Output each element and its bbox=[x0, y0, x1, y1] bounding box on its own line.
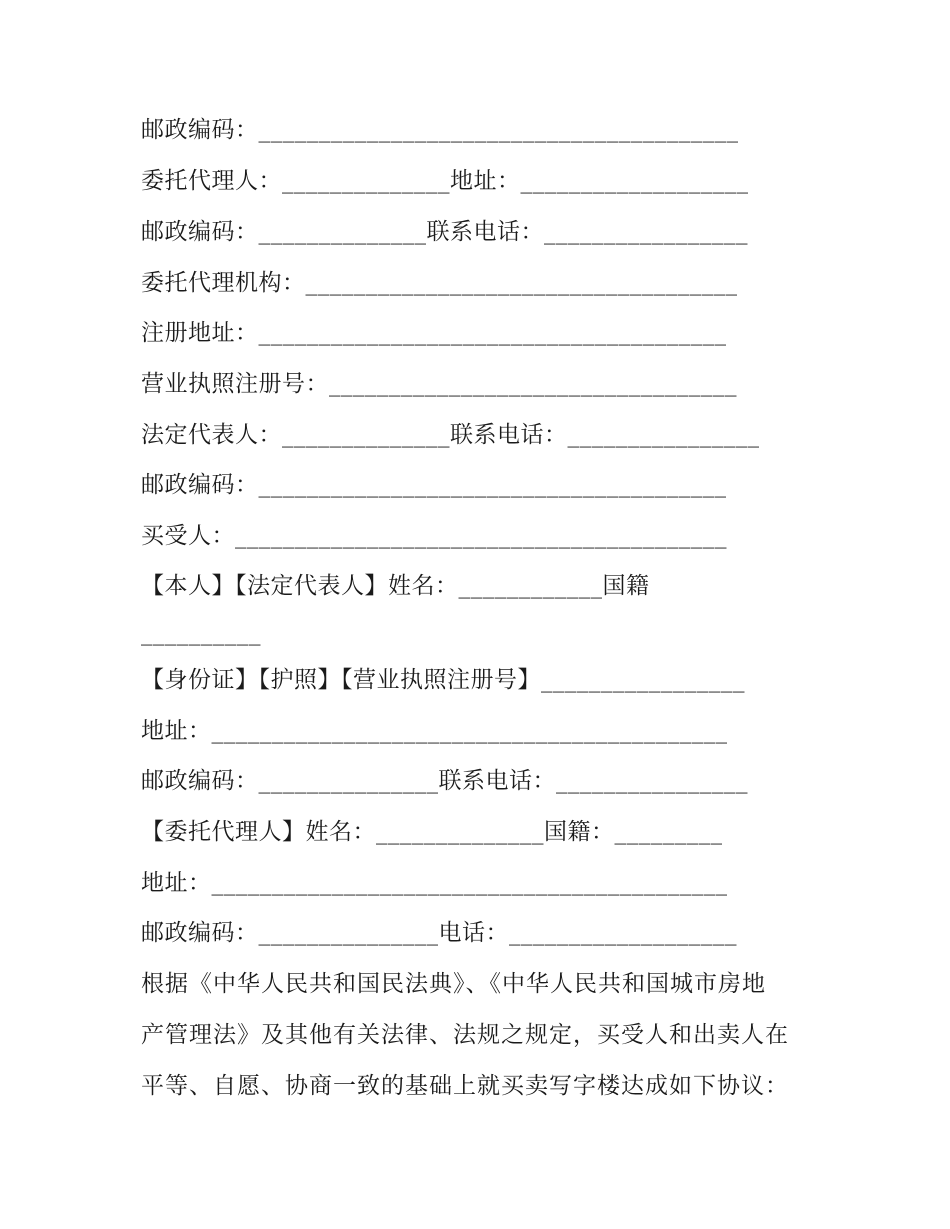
agent-address-line bbox=[141, 868, 728, 898]
agreement-paragraph-line-3: 平等、自愿、协商一致的基础上就买卖写字楼达成如下协议： bbox=[141, 1073, 789, 1099]
buyer-label: 买受人： bbox=[141, 523, 235, 549]
nationality-continuation-blank: __________ bbox=[141, 620, 261, 646]
postal-code-blank: _______________ bbox=[258, 920, 439, 946]
phone-blank: ________________ bbox=[556, 768, 748, 794]
legal-rep-label: 法定代表人： bbox=[141, 422, 282, 448]
address-label: 地址： bbox=[141, 870, 212, 896]
registered-address-line bbox=[141, 318, 727, 348]
postal-code-line-2 bbox=[141, 470, 727, 500]
postal-code-blank: ______________ bbox=[258, 219, 427, 245]
registered-address-label: 注册地址： bbox=[141, 320, 259, 346]
postal-code-line-1 bbox=[141, 115, 739, 145]
agreement-paragraph-line-2: 产管理法》及其他有关法律、法规之规定，买受人和出卖人在 bbox=[141, 1022, 789, 1048]
postal-code-label: 邮政编码： bbox=[141, 219, 259, 245]
address-blank: ___________________________________________ bbox=[211, 718, 728, 744]
buyer-agent-line bbox=[141, 817, 723, 847]
nationality-label: 国籍 bbox=[602, 573, 650, 599]
postal-code-label: 邮政编码： bbox=[141, 920, 259, 946]
nationality-continuation-line bbox=[141, 618, 261, 648]
agency-line bbox=[141, 268, 738, 298]
agency-blank: ____________________________________ bbox=[305, 270, 738, 296]
business-license-label: 营业执照注册号： bbox=[141, 371, 329, 397]
phone-label: 联系电话： bbox=[426, 219, 544, 245]
phone-blank: ________________ bbox=[567, 422, 760, 448]
agent-label: 委托代理人： bbox=[141, 168, 282, 194]
nationality-blank: _________ bbox=[614, 819, 723, 845]
business-license-line bbox=[141, 369, 737, 399]
phone-label: 电话： bbox=[438, 920, 509, 946]
postal-code-blank: _______________ bbox=[258, 768, 439, 794]
postal-code-label: 邮政编码： bbox=[141, 472, 259, 498]
legal-rep-blank: ______________ bbox=[282, 422, 450, 448]
business-license-blank: __________________________________ bbox=[329, 371, 737, 397]
agent-line-1 bbox=[141, 166, 749, 196]
address-label: 地址： bbox=[141, 718, 212, 744]
agency-label: 委托代理机构： bbox=[141, 270, 306, 296]
phone-label: 联系电话： bbox=[450, 422, 568, 448]
agent-blank: ______________ bbox=[282, 168, 450, 194]
address-blank: ___________________________________________ bbox=[211, 870, 728, 896]
address-blank: ___________________ bbox=[520, 168, 749, 194]
phone-blank: ___________________ bbox=[509, 920, 737, 946]
buyer-blank: _________________________________________ bbox=[235, 523, 727, 549]
postal-code-blank: _______________________________________ bbox=[258, 472, 727, 498]
postal-phone-line-1 bbox=[141, 217, 748, 247]
agreement-paragraph-line-1: 根据《中华人民共和国民法典》、《中华人民共和国城市房地 bbox=[141, 971, 766, 997]
phone-blank: _________________ bbox=[544, 219, 748, 245]
buyer-agent-blank: ______________ bbox=[376, 819, 544, 845]
postal-code-label: 邮政编码： bbox=[141, 768, 259, 794]
id-document-blank: _________________ bbox=[541, 667, 745, 693]
buyer-address-line bbox=[141, 716, 728, 746]
buyer-name-line bbox=[141, 571, 650, 601]
legal-rep-line bbox=[141, 420, 760, 450]
id-document-line bbox=[141, 665, 745, 695]
registered-address-blank: _______________________________________ bbox=[258, 320, 727, 346]
phone-label: 联系电话： bbox=[438, 768, 556, 794]
nationality-label: 国籍： bbox=[544, 819, 615, 845]
id-document-label: 【身份证】【护照】【营业执照注册号】 bbox=[141, 667, 541, 693]
postal-code-label: 邮政编码： bbox=[141, 117, 259, 143]
buyer-line bbox=[141, 521, 727, 551]
postal-phone-line-3 bbox=[141, 918, 737, 948]
buyer-name-label: 【本人】【法定代表人】姓名： bbox=[141, 573, 459, 599]
address-label: 地址： bbox=[450, 168, 521, 194]
buyer-name-blank: ____________ bbox=[458, 573, 603, 599]
postal-code-blank: ________________________________________ bbox=[258, 117, 739, 143]
buyer-agent-label: 【委托代理人】姓名： bbox=[141, 819, 376, 845]
postal-phone-line-2 bbox=[141, 766, 748, 796]
